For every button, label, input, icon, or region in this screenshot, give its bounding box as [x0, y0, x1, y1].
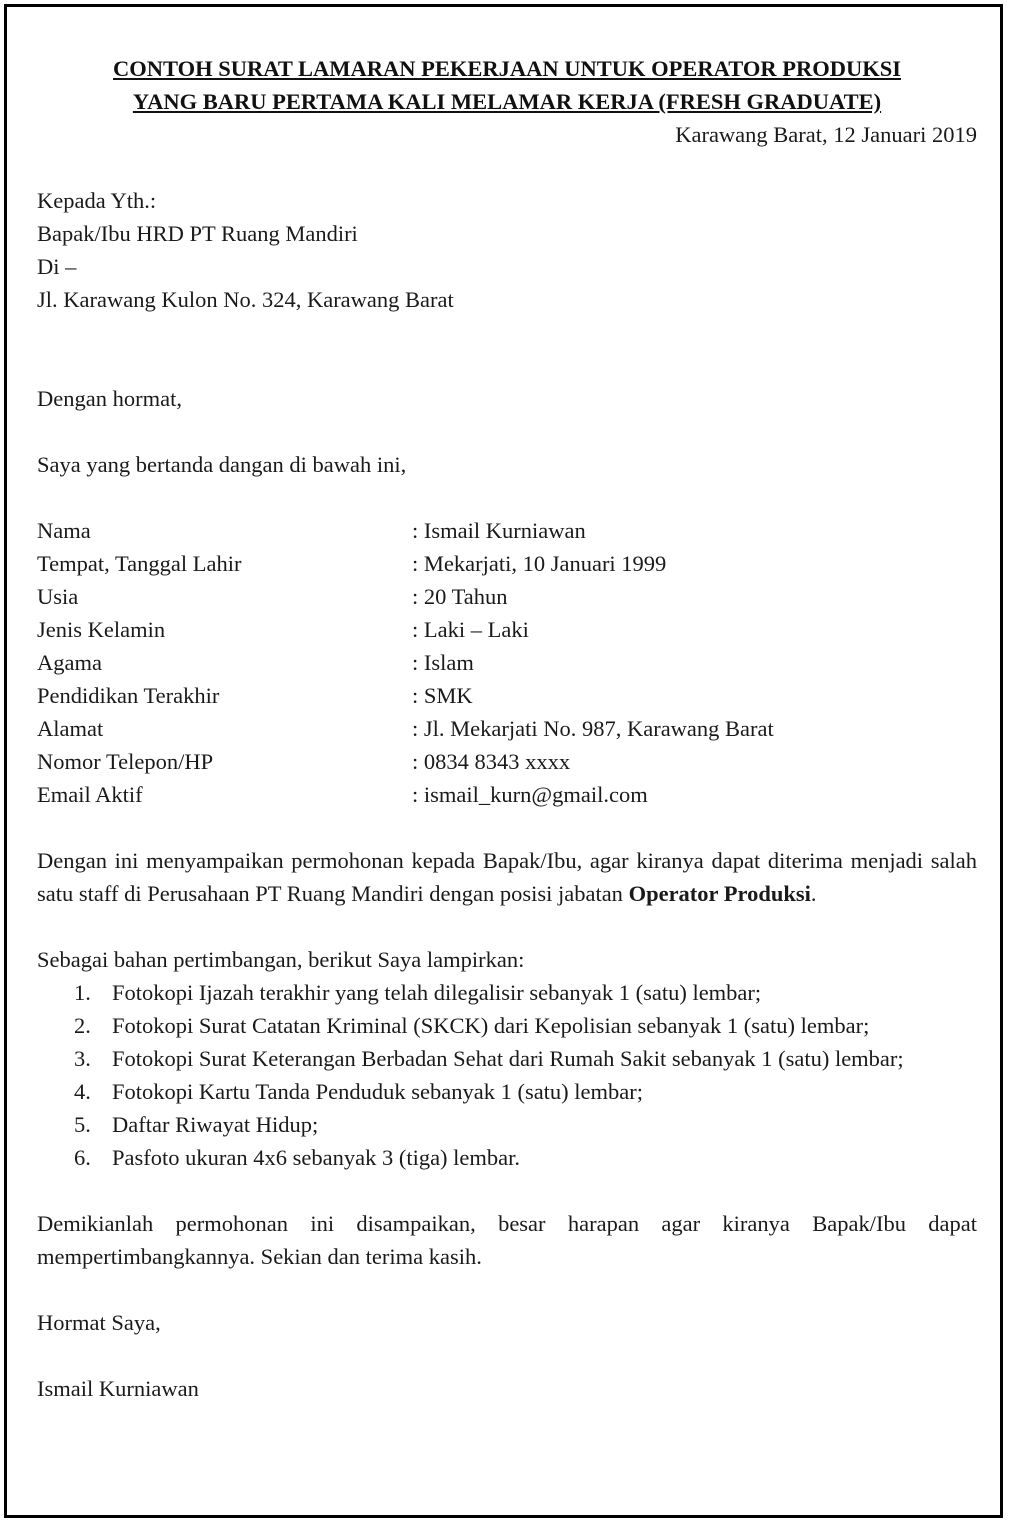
closing-paragraph: Demikianlah permohonan ini disampaikan, besar harapan agar kiranya Bapak/Ibu dapat mempertimbangkannya. Sekian dan terima kasih.: [37, 1211, 977, 1269]
list-text: Fotokopi Kartu Tanda Penduduk sebanyak 1 (satu) lembar;: [112, 1079, 644, 1104]
list-item: [37, 1042, 977, 1075]
letter-date: Karawang Barat, 12 Januari 2019: [675, 122, 977, 147]
identity-label: Tempat, Tanggal Lahir: [37, 551, 242, 576]
request-paragraph: [37, 844, 977, 910]
list-number: 6.: [74, 1145, 91, 1170]
identity-label: Email Aktif: [37, 782, 143, 807]
list-number: 3.: [74, 1046, 91, 1071]
list-item: [37, 976, 977, 1009]
identity-row: [37, 613, 977, 646]
identity-label: Usia: [37, 584, 79, 609]
intro-text: Saya yang bertanda dangan di bawah ini,: [37, 452, 407, 477]
recipient-block: [37, 184, 977, 316]
attachments-intro: Sebagai bahan pertimbangan, berikut Saya lampirkan:: [37, 947, 525, 972]
recipient-line-3: Di –: [37, 254, 77, 279]
document-title: [37, 52, 977, 118]
identity-value: : SMK: [412, 683, 473, 708]
list-text: Fotokopi Surat Catatan Kriminal (SKCK) dari Kepolisian sebanyak 1 (satu) lembar;: [112, 1013, 870, 1038]
identity-table: [37, 514, 977, 811]
list-number: 1.: [74, 980, 91, 1005]
identity-row: [37, 547, 977, 580]
identity-value: : Jl. Mekarjati No. 987, Karawang Barat: [412, 716, 774, 741]
list-item: [37, 1075, 977, 1108]
identity-row: [37, 679, 977, 712]
recipient-line-2: Bapak/Ibu HRD PT Ruang Mandiri: [37, 221, 358, 246]
list-item: [37, 1009, 977, 1042]
request-end: .: [810, 881, 817, 906]
list-item: [37, 1141, 977, 1174]
attachments-list: [37, 976, 977, 1174]
identity-value: : Ismail Kurniawan: [412, 518, 586, 543]
list-number: 5.: [74, 1112, 91, 1137]
identity-row: [37, 778, 977, 811]
signature-name: Ismail Kurniawan: [37, 1376, 199, 1401]
identity-row: [37, 646, 977, 679]
identity-row: [37, 745, 977, 778]
recipient-line-4: Jl. Karawang Kulon No. 324, Karawang Barat: [37, 287, 454, 312]
identity-label: Jenis Kelamin: [37, 617, 166, 642]
identity-label: Nomor Telepon/HP: [37, 749, 214, 774]
identity-row: [37, 514, 977, 547]
identity-value: : 20 Tahun: [412, 584, 508, 609]
title-line-1: CONTOH SURAT LAMARAN PEKERJAAN UNTUK OPERATOR PRODUKSI: [113, 56, 901, 81]
identity-label: Pendidikan Terakhir: [37, 683, 220, 708]
identity-value: : Laki – Laki: [412, 617, 529, 642]
list-text: Pasfoto ukuran 4x6 sebanyak 3 (tiga) lembar.: [112, 1145, 521, 1170]
list-text: Daftar Riwayat Hidup;: [112, 1112, 319, 1137]
letter-page: [37, 52, 977, 1405]
recipient-line-1: Kepada Yth.:: [37, 188, 157, 213]
list-item: [37, 1108, 977, 1141]
greeting: Dengan hormat,: [37, 386, 182, 411]
title-line-2: YANG BARU PERTAMA KALI MELAMAR KERJA (FRESH GRADUATE): [132, 89, 882, 114]
sign-off: Hormat Saya,: [37, 1310, 161, 1335]
request-text: Dengan ini menyampaikan permohonan kepada Bapak/Ibu, agar kiranya dapat diterima menjadi salah satu staff di Perusahaan PT Ruang Mandiri dengan posisi jabatan: [37, 848, 977, 906]
identity-label: Alamat: [37, 716, 104, 741]
list-number: 4.: [74, 1079, 91, 1104]
list-text: Fotokopi Ijazah terakhir yang telah dilegalisir sebanyak 1 (satu) lembar;: [112, 980, 762, 1005]
identity-value: : Islam: [412, 650, 474, 675]
identity-value: : 0834 8343 xxxx: [412, 749, 571, 774]
identity-label: Nama: [37, 518, 91, 543]
list-text: Fotokopi Surat Keterangan Berbadan Sehat dari Rumah Sakit sebanyak 1 (satu) lembar;: [112, 1046, 904, 1071]
list-number: 2.: [74, 1013, 91, 1038]
identity-row: [37, 712, 977, 745]
identity-value: : Mekarjati, 10 Januari 1999: [412, 551, 667, 576]
position-title: Operator Produksi: [628, 881, 811, 906]
identity-value: : ismail_kurn@gmail.com: [412, 782, 648, 807]
identity-row: [37, 580, 977, 613]
identity-label: Agama: [37, 650, 102, 675]
